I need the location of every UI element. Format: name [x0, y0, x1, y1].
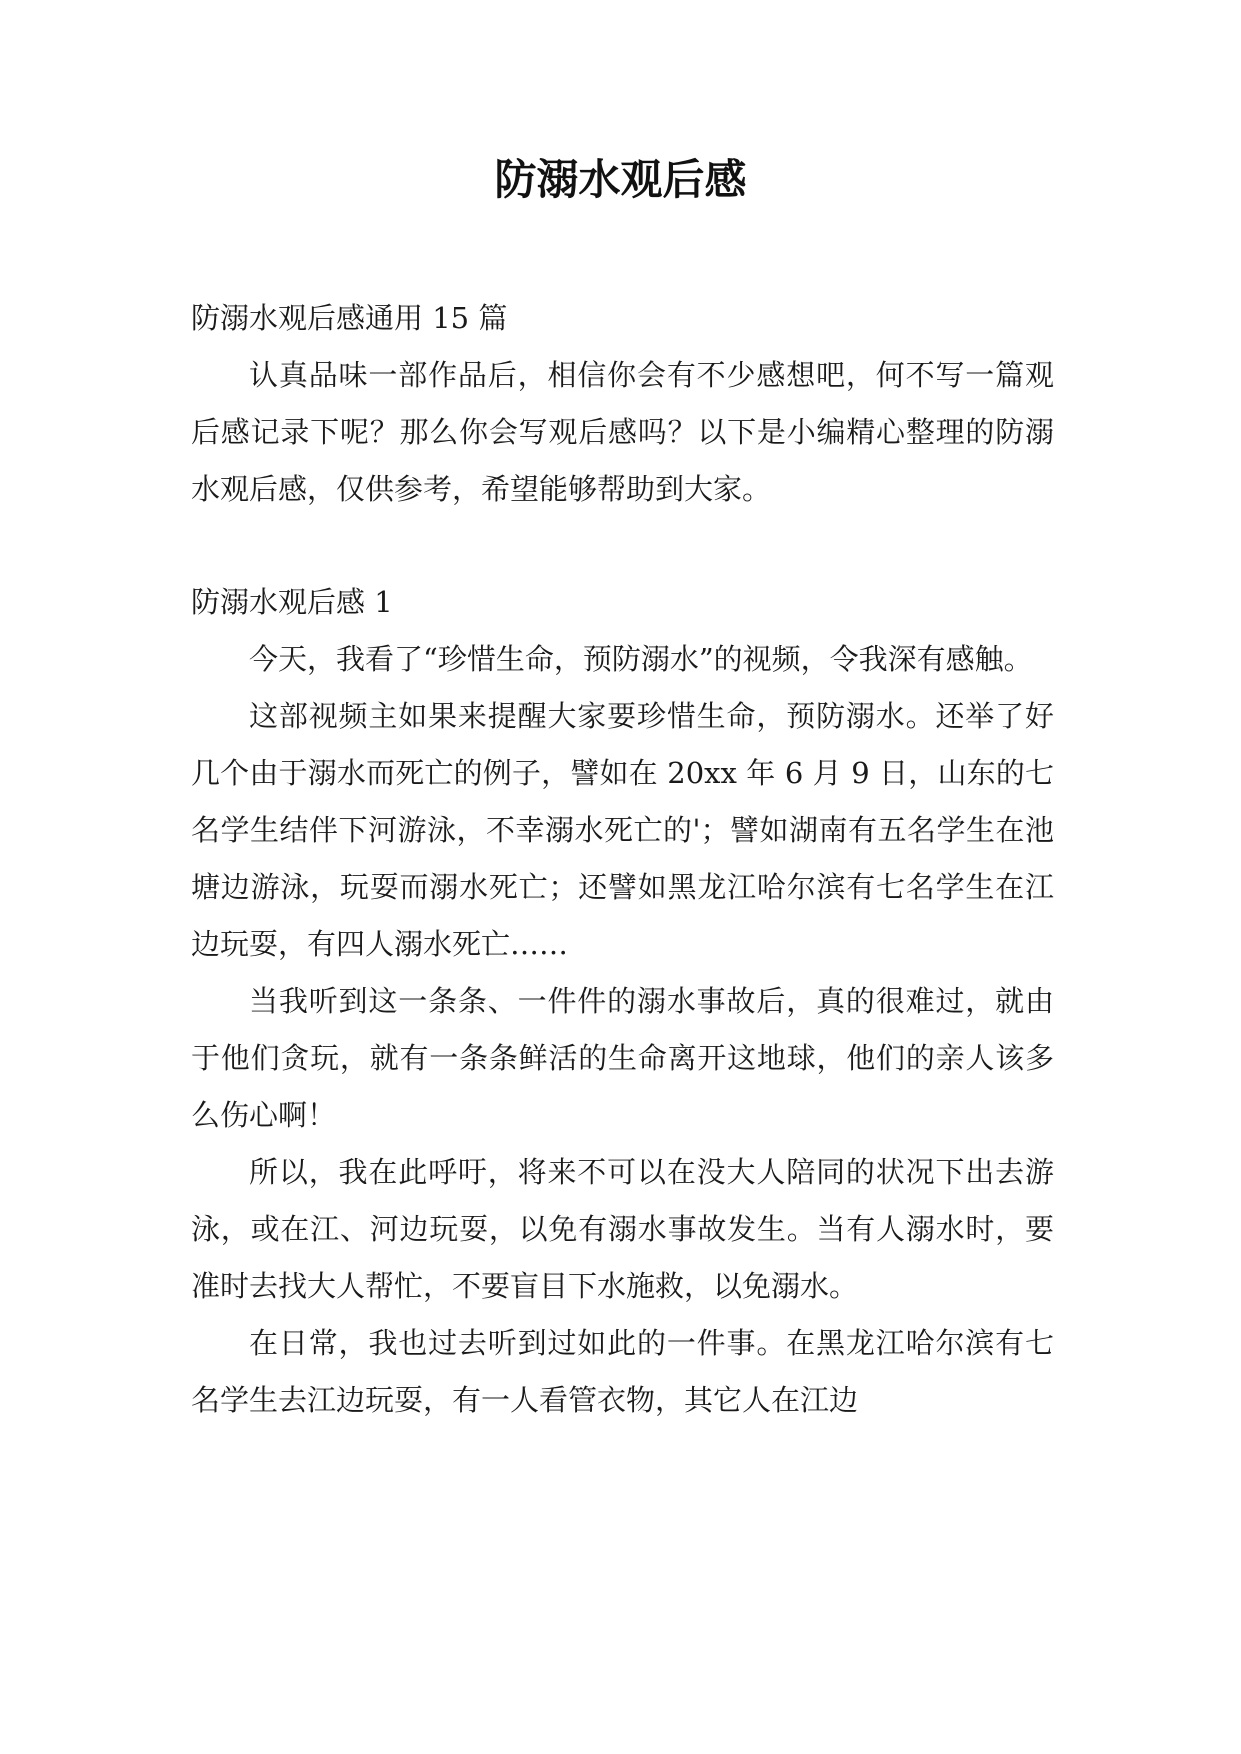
body-paragraph: 在日常，我也过去听到过如此的一件事。在黑龙江哈尔滨有七名学生去江边玩耍，有一人看管衣物，其它人在江边 [191, 1326, 1054, 1417]
document-subtitle: 防溺水观后感通用 15 篇 [191, 301, 508, 335]
document-body [191, 290, 1054, 1429]
section-heading: 防溺水观后感 1 [191, 585, 393, 619]
document-title: 防溺水观后感 [494, 155, 747, 204]
body-paragraph: 今天，我看了“珍惜生命，预防溺水”的视频，令我深有感触。 [249, 642, 1033, 676]
body-paragraph: 当我听到这一条条、一件件的溺水事故后，真的很难过，就由于他们贪玩，就有一条条鲜活的生命离开这地球，他们的亲人该多么伤心啊！ [191, 984, 1054, 1132]
body-paragraph: 这部视频主如果来提醒大家要珍惜生命，预防溺水。还举了好几个由于溺水而死亡的例子，譬如在 20xx 年 6 月 9 日，山东的七名学生结伴下河游泳，不幸溺水死亡的'；譬如湖南有五名学生在池塘边游泳，玩耍而溺水死亡；还譬如黑龙江哈尔滨有七名学生在江边玩耍，有四人溺水死亡…… [191, 699, 1054, 961]
body-paragraph: 所以，我在此呼吁，将来不可以在没大人陪同的状况下出去游泳，或在江、河边玩耍，以免有溺水事故发生。当有人溺水时，要准时去找大人帮忙，不要盲目下水施救，以免溺水。 [191, 1155, 1054, 1303]
intro-paragraph: 认真品味一部作品后，相信你会有不少感想吧，何不写一篇观后感记录下呢？那么你会写观后感吗？以下是小编精心整理的防溺水观后感，仅供参考，希望能够帮助到大家。 [191, 358, 1054, 506]
